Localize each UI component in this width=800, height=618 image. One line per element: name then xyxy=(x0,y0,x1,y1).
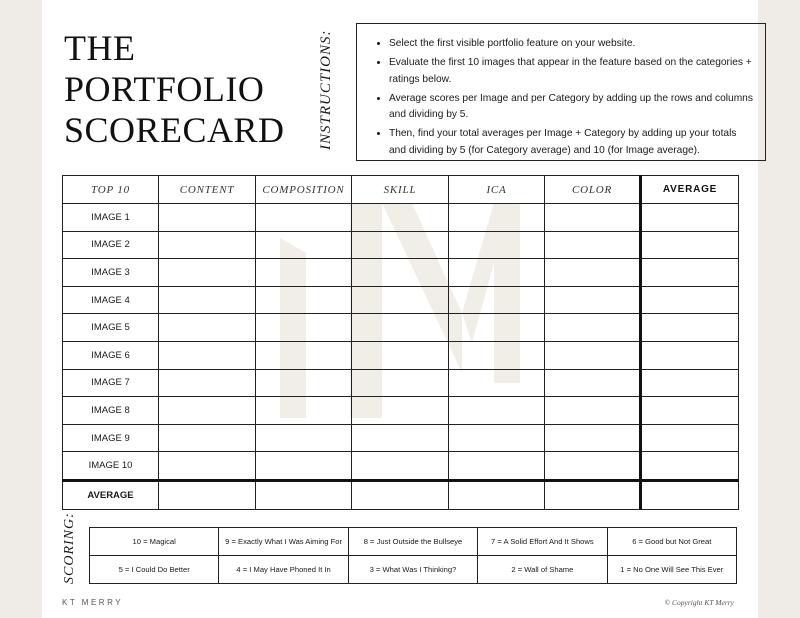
score-cell[interactable] xyxy=(449,286,545,314)
score-cell[interactable] xyxy=(545,259,641,287)
average-cell[interactable] xyxy=(641,341,739,369)
row-label: IMAGE 2 xyxy=(63,231,159,259)
scoring-row xyxy=(90,556,737,584)
scoring-item: 5 = I Could Do Better xyxy=(90,556,219,584)
score-cell[interactable] xyxy=(256,259,352,287)
average-cell[interactable] xyxy=(641,231,739,259)
score-cell[interactable] xyxy=(256,231,352,259)
header-content: CONTENT xyxy=(159,176,256,204)
score-cell[interactable] xyxy=(449,369,545,397)
score-cell[interactable] xyxy=(449,452,545,481)
score-cell[interactable] xyxy=(449,424,545,452)
score-cell[interactable] xyxy=(545,369,641,397)
score-cell[interactable] xyxy=(545,204,641,232)
instruction-item: • Average scores per Image and per Category by adding up the rows and columns and dividing by 5. xyxy=(389,91,753,124)
score-cell[interactable] xyxy=(352,369,449,397)
scoring-item: 9 = Exactly What I Was Aiming For xyxy=(219,528,348,556)
scoring-item: 6 = Good but Not Great xyxy=(607,528,736,556)
average-cell[interactable] xyxy=(641,314,739,342)
header-skill: SKILL xyxy=(352,176,449,204)
instructions-box xyxy=(356,23,766,161)
scoring-item: 8 = Just Outside the Bullseye xyxy=(348,528,477,556)
score-cell[interactable] xyxy=(256,314,352,342)
row-label: IMAGE 10 xyxy=(63,452,159,481)
score-cell[interactable] xyxy=(352,397,449,425)
score-cell[interactable] xyxy=(449,341,545,369)
instruction-item: • Select the first visible portfolio feature on your website. xyxy=(389,36,753,53)
instructions-list xyxy=(371,36,753,159)
header-top10: TOP 10 xyxy=(63,176,159,204)
score-cell[interactable] xyxy=(256,286,352,314)
title-line-2: PORTFOLIO xyxy=(64,69,265,109)
average-cell[interactable] xyxy=(641,369,739,397)
score-cell[interactable] xyxy=(545,397,641,425)
row-label: IMAGE 3 xyxy=(63,259,159,287)
category-average-cell[interactable] xyxy=(545,480,641,509)
category-average-cell[interactable] xyxy=(352,480,449,509)
scoring-item: 2 = Wall of Shame xyxy=(478,556,607,584)
score-cell[interactable] xyxy=(545,231,641,259)
score-cell[interactable] xyxy=(449,314,545,342)
score-cell[interactable] xyxy=(159,397,256,425)
title-line-1: THE xyxy=(64,28,136,68)
score-cell[interactable] xyxy=(159,314,256,342)
header-composition: COMPOSITION xyxy=(256,176,352,204)
overall-average-cell[interactable] xyxy=(641,480,739,509)
table-header-row xyxy=(63,176,739,204)
score-cell[interactable] xyxy=(545,314,641,342)
row-label: IMAGE 5 xyxy=(63,314,159,342)
score-cell[interactable] xyxy=(545,452,641,481)
row-label: IMAGE 8 xyxy=(63,397,159,425)
score-cell[interactable] xyxy=(159,341,256,369)
score-cell[interactable] xyxy=(256,204,352,232)
score-cell[interactable] xyxy=(256,452,352,481)
header-color: COLOR xyxy=(545,176,641,204)
header-average: AVERAGE xyxy=(641,176,739,204)
table-row xyxy=(63,259,739,287)
average-cell[interactable] xyxy=(641,204,739,232)
table-row xyxy=(63,286,739,314)
category-average-cell[interactable] xyxy=(256,480,352,509)
score-cell[interactable] xyxy=(449,397,545,425)
category-average-cell[interactable] xyxy=(159,480,256,509)
score-cell[interactable] xyxy=(352,452,449,481)
table-row xyxy=(63,369,739,397)
page-title xyxy=(64,28,285,151)
scoring-legend xyxy=(89,527,737,584)
scoring-row xyxy=(90,528,737,556)
score-cell[interactable] xyxy=(352,341,449,369)
score-cell[interactable] xyxy=(256,424,352,452)
score-cell[interactable] xyxy=(256,369,352,397)
row-label: IMAGE 7 xyxy=(63,369,159,397)
scoring-item: 10 = Magical xyxy=(90,528,219,556)
header-ica: ICA xyxy=(449,176,545,204)
score-cell[interactable] xyxy=(352,286,449,314)
row-label: IMAGE 1 xyxy=(63,204,159,232)
instruction-item: • Then, find your total averages per Image + Category by adding up your totals and dividing by 5 (for Category average) and 10 (for Image average). xyxy=(389,126,753,159)
row-label: IMAGE 4 xyxy=(63,286,159,314)
table-row xyxy=(63,397,739,425)
instruction-item: • Evaluate the first 10 images that appear in the feature based on the categories + ratings below. xyxy=(389,55,753,88)
table-row xyxy=(63,424,739,452)
scoring-item: 4 = I May Have Phoned It In xyxy=(219,556,348,584)
score-cell[interactable] xyxy=(545,286,641,314)
score-cell[interactable] xyxy=(352,314,449,342)
average-cell[interactable] xyxy=(641,424,739,452)
score-cell[interactable] xyxy=(352,424,449,452)
row-label: IMAGE 9 xyxy=(63,424,159,452)
score-cell[interactable] xyxy=(159,286,256,314)
average-cell[interactable] xyxy=(641,286,739,314)
score-cell[interactable] xyxy=(159,204,256,232)
score-cell[interactable] xyxy=(159,424,256,452)
row-label: IMAGE 6 xyxy=(63,341,159,369)
score-cell[interactable] xyxy=(256,341,352,369)
scoring-item: 3 = What Was I Thinking? xyxy=(348,556,477,584)
score-cell[interactable] xyxy=(256,397,352,425)
score-cell[interactable] xyxy=(352,204,449,232)
score-cell[interactable] xyxy=(449,259,545,287)
average-cell[interactable] xyxy=(641,452,739,481)
score-table xyxy=(62,175,739,510)
score-cell[interactable] xyxy=(159,369,256,397)
title-line-3: SCORECARD xyxy=(64,110,285,150)
scoring-item: 1 = No One Will See This Ever xyxy=(607,556,736,584)
table-row xyxy=(63,341,739,369)
table-row xyxy=(63,314,739,342)
score-cell[interactable] xyxy=(449,231,545,259)
copyright-text: © Copyright KT Merry xyxy=(664,598,734,607)
score-cell[interactable] xyxy=(545,341,641,369)
category-average-cell[interactable] xyxy=(449,480,545,509)
score-cell[interactable] xyxy=(449,204,545,232)
average-cell[interactable] xyxy=(641,259,739,287)
table-row xyxy=(63,231,739,259)
instructions-label: INSTRUCTIONS: xyxy=(318,29,334,150)
average-row-label: AVERAGE xyxy=(63,480,159,509)
score-cell[interactable] xyxy=(352,231,449,259)
score-cell[interactable] xyxy=(545,424,641,452)
scoring-label: SCORING: xyxy=(62,512,77,584)
brand-name: KT MERRY xyxy=(62,598,124,607)
scoring-item: 7 = A Solid Effort And It Shows xyxy=(478,528,607,556)
average-cell[interactable] xyxy=(641,397,739,425)
score-cell[interactable] xyxy=(352,259,449,287)
score-cell[interactable] xyxy=(159,231,256,259)
table-row xyxy=(63,204,739,232)
score-cell[interactable] xyxy=(159,259,256,287)
average-row xyxy=(63,480,739,509)
score-cell[interactable] xyxy=(159,452,256,481)
table-row xyxy=(63,452,739,481)
